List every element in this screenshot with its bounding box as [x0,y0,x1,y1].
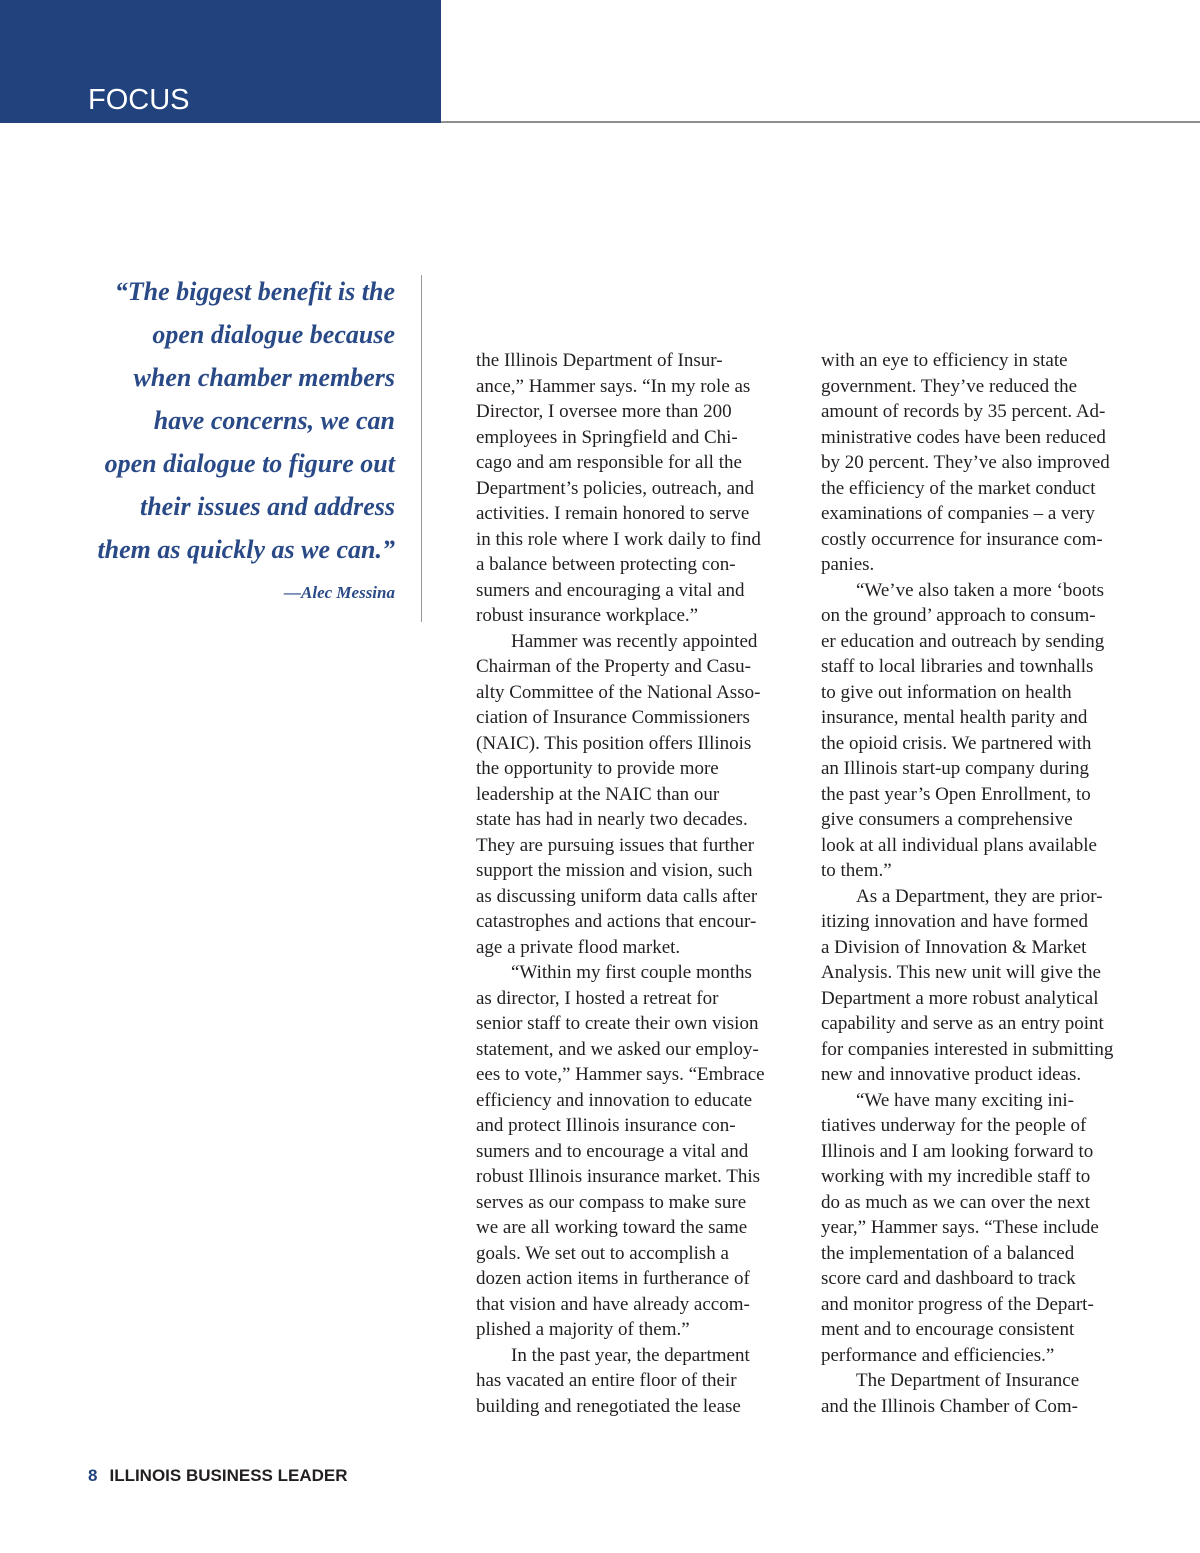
article-line: the efficiency of the market conduct [821,477,1096,499]
article-line: working with my incredible staff to [821,1166,1091,1187]
article-line: as discussing uniform data calls after [476,885,758,907]
article-line: age a private flood market. [476,936,681,958]
article-line: examinations of companies – a very [821,503,1095,524]
article-line: The Department of Insurance [856,1370,1080,1391]
header-divider [441,121,1200,123]
pull-quote-line: “The biggest benefit is the [114,277,395,306]
article-line: support the mission and vision, such [476,860,753,881]
pull-quote-line: open dialogue to figure out [104,449,395,478]
article-line: in this role where I work daily to find [476,528,761,550]
article-line: staff to local libraries and townhalls [821,656,1094,677]
article-line: alty Committee of the National Asso- [476,681,761,703]
article-line: new and innovative product ideas. [821,1064,1082,1085]
article-line: as director, I hosted a retreat for [476,987,719,1009]
article-line: give consumers a comprehensive [821,809,1073,830]
article-line: sumers and to encourage a vital and [476,1140,749,1162]
article-line: Hammer was recently appointed [511,630,758,652]
article-line: amount of records by 35 percent. Ad- [821,401,1106,422]
article-line: government. They’ve reduced the [821,375,1078,397]
article-line: an Illinois start-up company during [821,758,1090,779]
article-line: “We’ve also taken a more ‘boots [856,579,1105,601]
page-number: 8 [88,1466,98,1485]
article-line: ees to vote,” Hammer says. “Embrace [476,1064,765,1085]
pull-quote [60,270,395,603]
article-line: As a Department, they are prior- [856,885,1103,907]
article-line: dozen action items in furtherance of [476,1268,750,1289]
article-line: Chairman of the Property and Casu- [476,656,751,677]
article-line: Department’s policies, outreach, and [476,477,755,499]
article-line: ance,” Hammer says. “In my role as [476,375,751,397]
article-line: ciation of Insurance Commissioners [476,707,750,728]
section-header-bar [0,0,441,123]
pull-quote-divider [421,275,422,622]
article-line: Analysis. This new unit will give the [821,962,1101,983]
pull-quote-line: them as quickly as we can.” [97,535,395,564]
article-line: insurance, mental health parity and [821,707,1088,728]
publication-name: ILLINOIS BUSINESS LEADER [109,1466,348,1485]
pull-quote-text [60,270,395,571]
article-line: to them.” [821,860,892,881]
article-line: They are pursuing issues that further [476,834,755,856]
article-line: goals. We set out to accomplish a [476,1242,729,1264]
article-line: ment and to encourage consistent [821,1319,1075,1340]
article-line: the Illinois Department of Insur- [476,350,723,371]
article-line: (NAIC). This position offers Illinois [476,732,752,754]
article-line: building and renegotiated the lease [476,1395,741,1417]
article-line: the opioid crisis. We partnered with [821,732,1092,754]
article-line: tiatives underway for the people of [821,1115,1087,1136]
article-line: score card and dashboard to track [821,1268,1076,1289]
article-line: senior staff to create their own vision [476,1013,759,1034]
article-line: activities. I remain honored to serve [476,503,750,524]
article-line: and monitor progress of the Depart- [821,1293,1094,1315]
article-line: year,” Hammer says. “These include [821,1217,1099,1238]
article-line: capability and serve as an entry point [821,1013,1104,1034]
article-line: state has had in nearly two decades. [476,809,748,830]
article-line: the implementation of a balanced [821,1242,1075,1264]
article-line: Director, I oversee more than 200 [476,401,732,422]
article-line: do as much as we can over the next [821,1191,1091,1213]
pull-quote-line: when chamber members [133,363,395,392]
pull-quote-attribution: —Alec Messina [284,583,395,602]
article-line: by 20 percent. They’ve also improved [821,452,1110,473]
article-line: that vision and have already accom- [476,1293,750,1315]
pull-quote-line: open dialogue because [152,320,395,349]
article-line: employees in Springfield and Chi- [476,426,738,448]
article-line: the past year’s Open Enrollment, to [821,783,1091,805]
article-line: the opportunity to provide more [476,758,719,779]
article-line: itizing innovation and have formed [821,911,1088,932]
article-line: “We have many exciting ini- [856,1089,1074,1111]
article-line: leadership at the NAIC than our [476,783,720,805]
article-line: on the ground’ approach to consum- [821,605,1096,626]
article-line: robust Illinois insurance market. This [476,1166,761,1187]
article-line: In the past year, the department [511,1344,750,1366]
article-line: ministrative codes have been reduced [821,426,1106,448]
article-line: and the Illinois Chamber of Com- [821,1395,1078,1417]
article-line: and protect Illinois insurance con- [476,1115,736,1136]
article-line: performance and efficiencies.” [821,1344,1055,1366]
page-footer [88,1466,348,1486]
article-line: catastrophes and actions that encour- [476,911,757,932]
article-line: cago and am responsible for all the [476,452,742,473]
article-line: er education and outreach by sending [821,630,1105,652]
article-line: a balance between protecting con- [476,554,736,575]
article-line: plished a majority of them.” [476,1319,690,1340]
article-line: look at all individual plans available [821,834,1097,856]
article-line: has vacated an entire floor of their [476,1370,737,1391]
article-line: Department a more robust analytical [821,987,1099,1009]
article-line: “Within my first couple months [511,962,752,983]
article-line: statement, and we asked our employ- [476,1038,759,1060]
article-line: robust insurance workplace.” [476,605,699,626]
article-line: we are all working toward the same [476,1217,748,1238]
article-line: costly occurrence for insurance com- [821,528,1103,550]
article-line: a Division of Innovation & Market [821,936,1087,958]
pull-quote-line: their issues and address [140,492,395,521]
article-column-1 [476,348,796,1419]
article-column-2 [821,348,1141,1419]
pull-quote-line: have concerns, we can [153,406,395,435]
article-line: Illinois and I am looking forward to [821,1140,1094,1162]
article-line: to give out information on health [821,681,1072,703]
article-line: efficiency and innovation to educate [476,1089,753,1111]
section-label: FOCUS [88,84,190,116]
article-line: for companies interested in submitting [821,1038,1114,1060]
article-line: serves as our compass to make sure [476,1191,747,1213]
article-line: sumers and encouraging a vital and [476,579,745,601]
article-line: panies. [821,554,875,575]
article-line: with an eye to efficiency in state [821,350,1068,371]
